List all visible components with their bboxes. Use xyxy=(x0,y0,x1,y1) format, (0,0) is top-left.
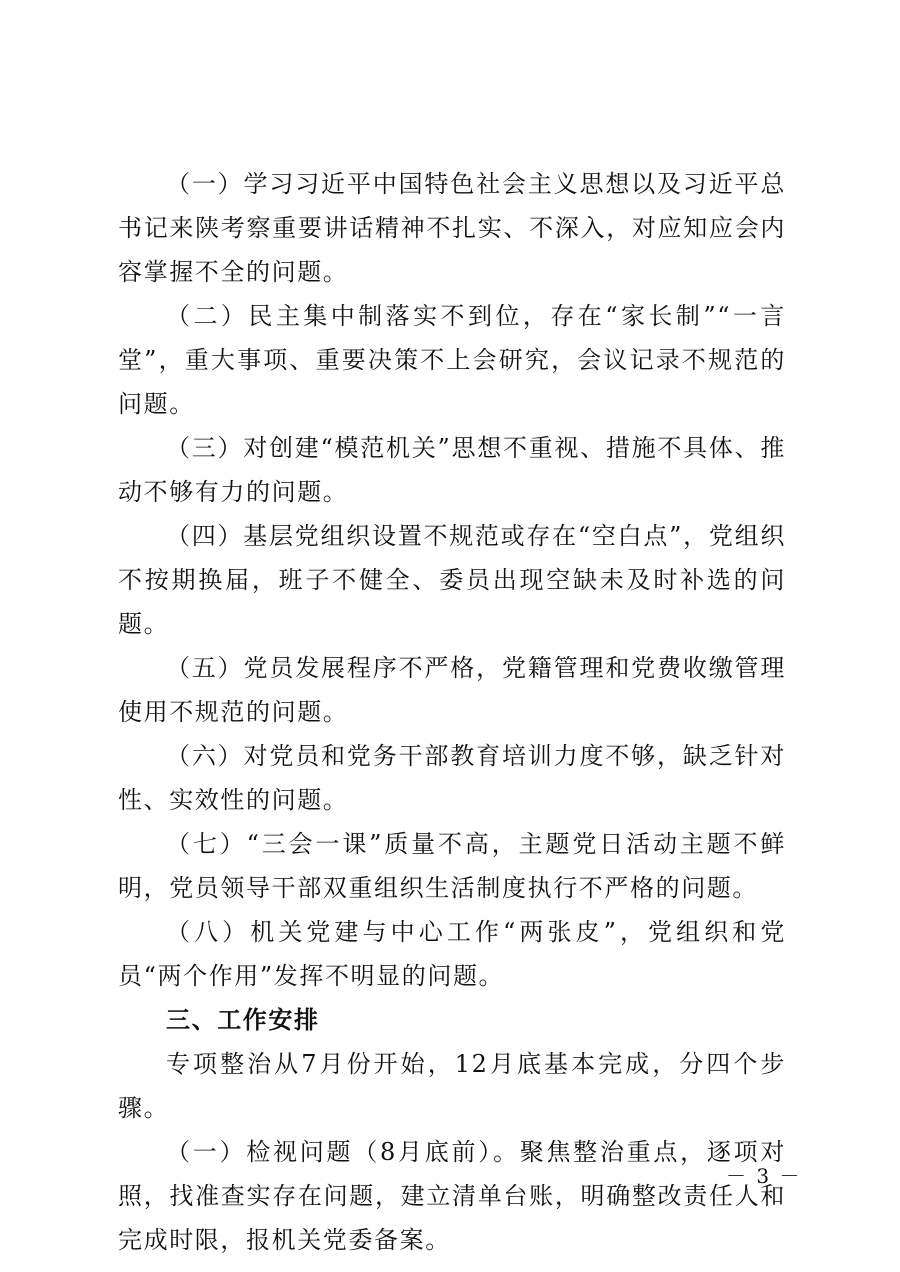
paragraph-issue-8: （八）机关党建与中心工作“两张皮”，党组织和党员“两个作用”发挥不明显的问题。 xyxy=(118,918,786,990)
paragraph-issue-5: （五）党员发展程序不严格，党籍管理和党费收缴管理使用不规范的问题。 xyxy=(118,654,786,726)
paragraph-issue-4: （四）基层党组织设置不规范或存在“空白点”，党组织不按期换届，班子不健全、委员出现空缺未及时补选的问题。 xyxy=(118,522,786,638)
paragraph-schedule-intro: 专项整治从7月份开始，12月底基本完成，分四个步骤。 xyxy=(118,1050,786,1122)
document-body xyxy=(118,162,786,1262)
page-number: － 3 － xyxy=(726,1164,802,1188)
paragraph-issue-7: （七）“三会一课”质量不高，主题党日活动主题不鲜明，党员领导干部双重组织生活制度执行不严格的问题。 xyxy=(118,830,786,902)
paragraph-issue-1: （一）学习习近平中国特色社会主义思想以及习近平总书记来陕考察重要讲话精神不扎实、不深入，对应知应会内容掌握不全的问题。 xyxy=(118,170,786,286)
paragraph-step-1: （一）检视问题（8月底前）。聚焦整治重点，逐项对照，找准查实存在问题，建立清单台账，明确整改责任人和完成时限，报机关党委备案。 xyxy=(118,1138,786,1254)
paragraph-issue-6: （六）对党员和党务干部教育培训力度不够，缺乏针对性、实效性的问题。 xyxy=(118,742,786,814)
paragraph-issue-2: （二）民主集中制落实不到位，存在“家长制”“一言堂”，重大事项、重要决策不上会研究，会议记录不规范的问题。 xyxy=(118,302,786,418)
section-heading-work-arrangement: 三、工作安排 xyxy=(166,1006,320,1034)
paragraph-issue-3: （三）对创建“模范机关”思想不重视、措施不具体、推动不够有力的问题。 xyxy=(118,434,786,506)
